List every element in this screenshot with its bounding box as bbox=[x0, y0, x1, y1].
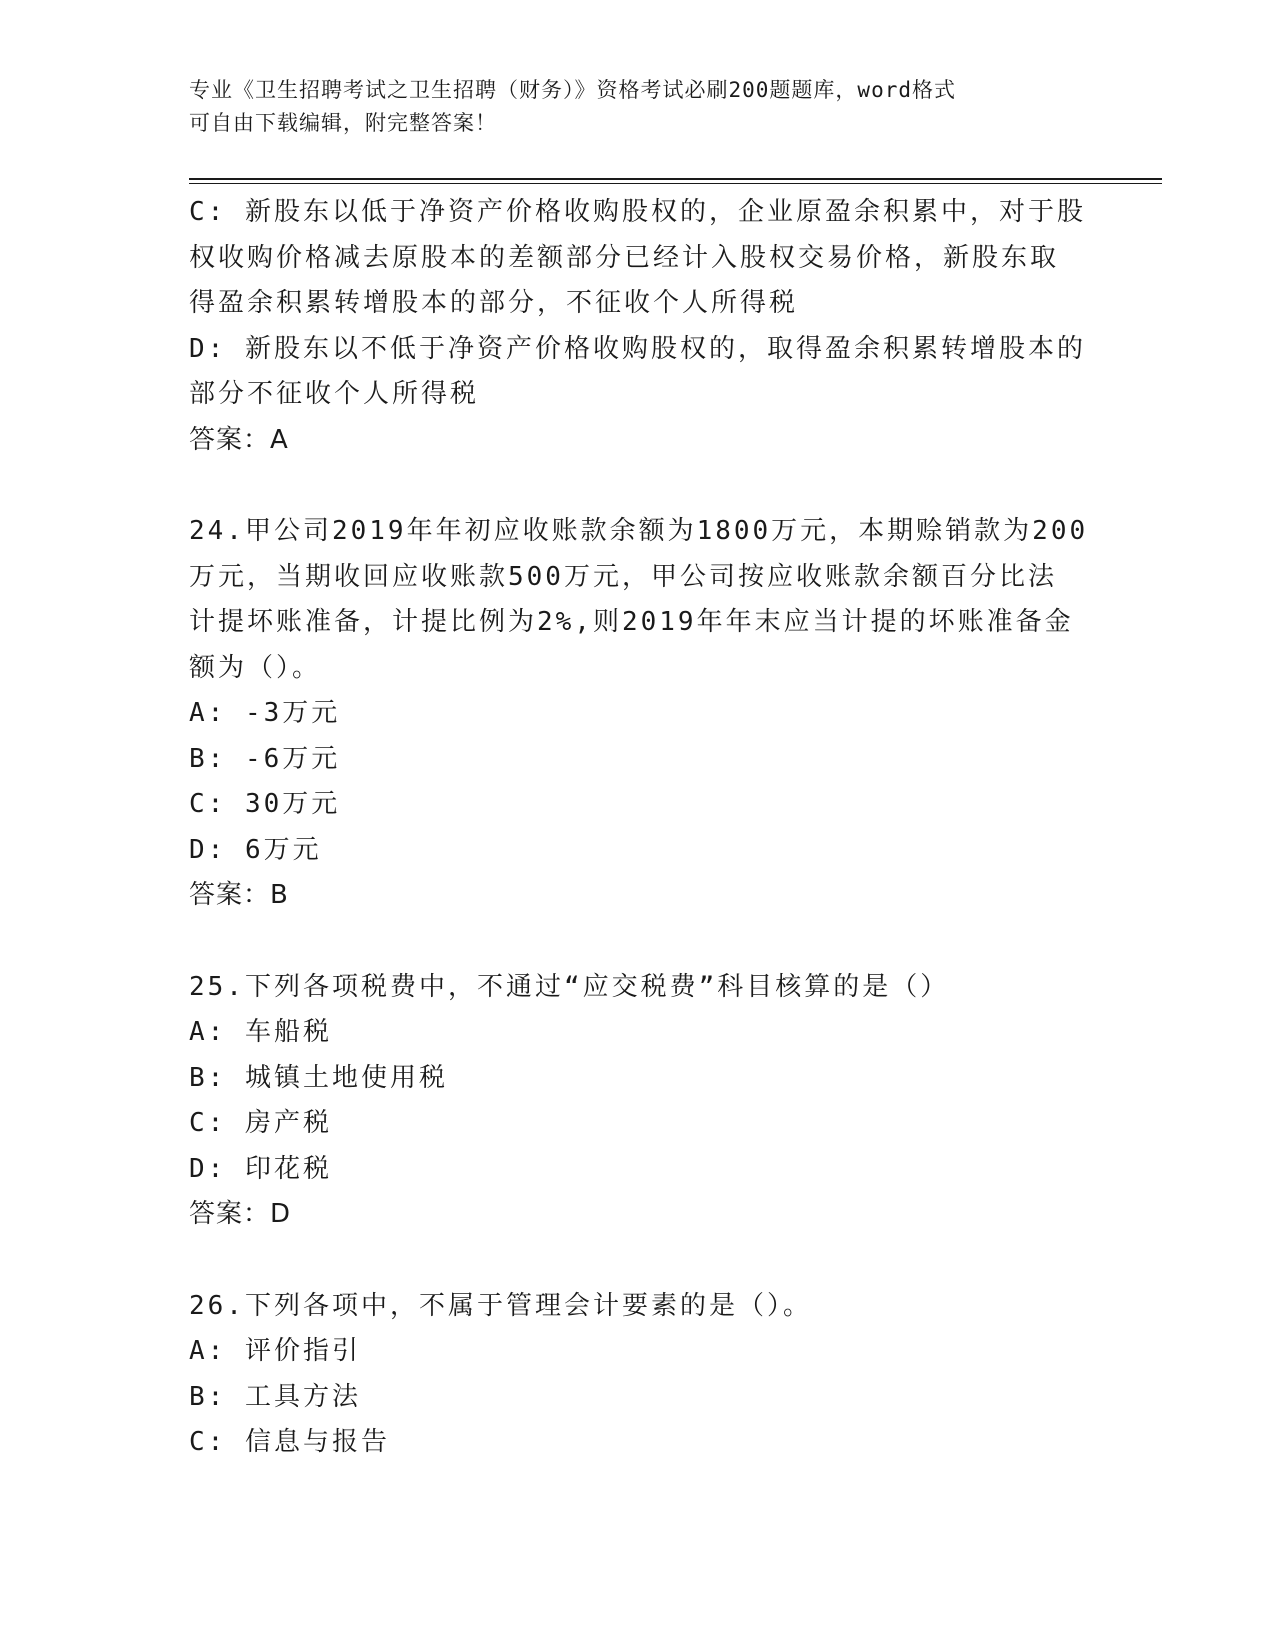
option-c-line: 得盈余积累转增股本的部分，不征收个人所得税 bbox=[189, 288, 799, 318]
option-a: A: 车船税 bbox=[189, 1017, 332, 1047]
option-a: A: 评价指引 bbox=[189, 1336, 361, 1366]
option-c-line: C: 新股东以低于净资产价格收购股权的，企业原盈余积累中，对于股 bbox=[189, 197, 1086, 227]
option-b: B: 城镇土地使用税 bbox=[189, 1062, 448, 1093]
question-spacer bbox=[189, 463, 1089, 509]
question-stem-line: 26.下列各项中，不属于管理会计要素的是（）。 bbox=[189, 1290, 812, 1321]
option-b: B: 工具方法 bbox=[189, 1381, 361, 1412]
question-25 bbox=[189, 965, 1089, 1238]
header-divider-thick bbox=[189, 178, 1162, 180]
question-23-tail bbox=[189, 190, 1089, 463]
answer-line: 答案：B bbox=[189, 880, 289, 910]
question-stem-line: 计提坏账准备，计提比例为2%,则2019年年末应当计提的坏账准备金 bbox=[189, 607, 1074, 637]
option-c: C: 30万元 bbox=[189, 789, 341, 819]
answer-line: 答案：D bbox=[189, 1199, 292, 1229]
option-b: B: -6万元 bbox=[189, 743, 341, 774]
header-divider-thin bbox=[189, 183, 1162, 184]
question-stem-line: 额为（）。 bbox=[189, 652, 322, 683]
question-stem-line: 25.下列各项税费中，不通过“应交税费”科目核算的是（） bbox=[189, 971, 950, 1002]
question-stem-line: 24.甲公司2019年年初应收账款余额为1800万元，本期赊销款为200 bbox=[189, 516, 1089, 546]
question-26 bbox=[189, 1284, 1089, 1466]
question-24 bbox=[189, 509, 1089, 919]
option-a: A: -3万元 bbox=[189, 698, 341, 728]
question-content bbox=[189, 190, 1089, 1466]
option-d-line: 部分不征收个人所得税 bbox=[189, 379, 480, 409]
option-c: C: 信息与报告 bbox=[189, 1427, 390, 1457]
header-title-line-2: 可自由下载编辑，附完整答案！ bbox=[189, 111, 497, 135]
option-d-line: D: 新股东以不低于净资产价格收购股权的，取得盈余积累转增股本的 bbox=[189, 333, 1086, 364]
option-d: D: 印花税 bbox=[189, 1153, 332, 1184]
question-spacer bbox=[189, 919, 1089, 965]
option-c-line: 权收购价格减去原股本的差额部分已经计入股权交易价格，新股东取 bbox=[189, 242, 1060, 273]
question-spacer bbox=[189, 1238, 1089, 1284]
document-header bbox=[189, 74, 1089, 140]
answer-line: 答案：A bbox=[189, 424, 289, 455]
option-c: C: 房产税 bbox=[189, 1108, 332, 1138]
question-stem-line: 万元，当期收回应收账款500万元，甲公司按应收账款余额百分比法 bbox=[189, 561, 1057, 592]
option-d: D: 6万元 bbox=[189, 834, 322, 865]
header-title-line-1: 专业《卫生招聘考试之卫生招聘（财务）》资格考试必刷200题题库，word格式 bbox=[189, 78, 956, 102]
